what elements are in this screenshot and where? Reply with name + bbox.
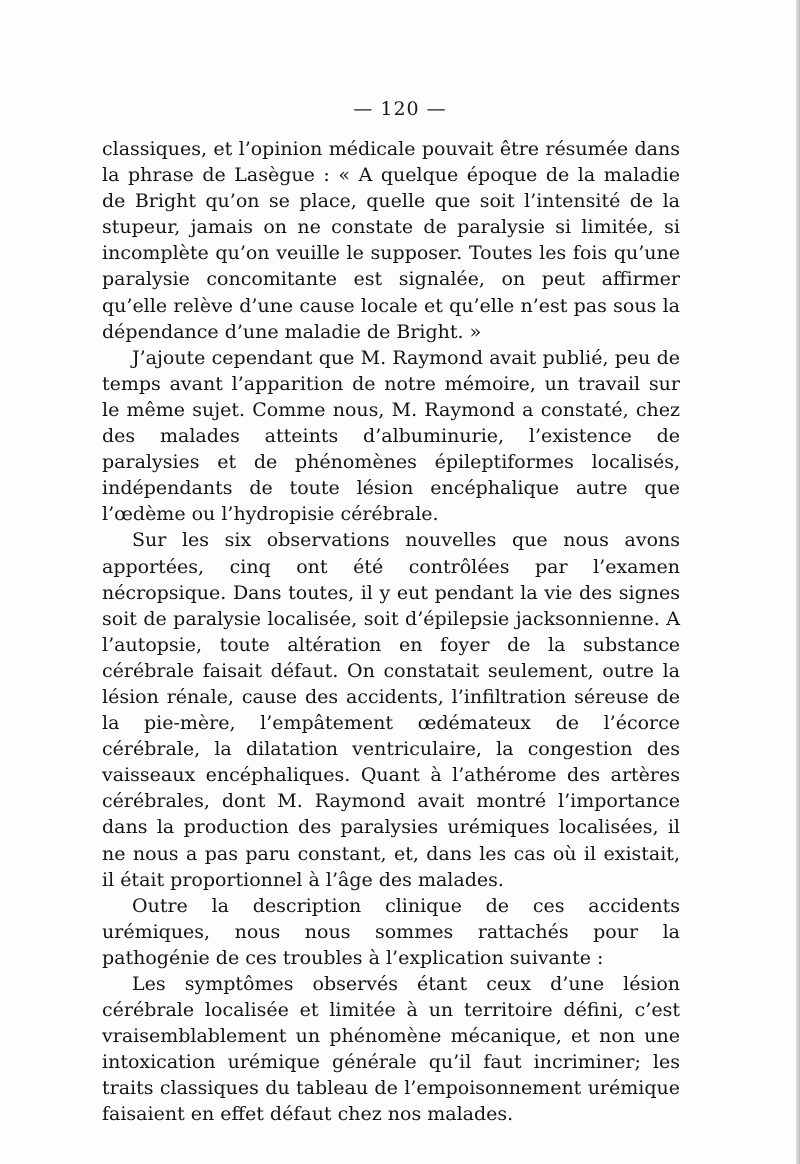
paragraph-observations: Sur les six observations nouvelles que nous avons apportées, cinq ont été contrôlées par l’examen nécropsique. Dans toutes, il y eut pendant la vie des signes soit de paralysie localisée, soit d’épilepsie jacksonnienne. A l’autopsie, toute altération en foyer de la substance cérébrale faisait défaut. On constatait seulement, outre la lésion rénale, cause des accidents, l’infiltration séreuse de la pie-mère, l’empâtement œdémateux de l’écorce cérébrale, la dilatation ventriculaire, la congestion des vaisseaux encéphaliques. Quant à l’athérome des artères cérébrales, dont M. Raymond avait montré l’importance dans la production des paralysies urémiques localisées, il ne nous a pas paru constant, et, dans les cas où il existait, il était proportionnel à l’âge des malades. [102, 529, 680, 891]
page-number: — 120 — [353, 98, 447, 120]
paragraph-symptomes: Les symptômes observés étant ceux d’une lésion cérébrale localisée et limitée à un territoire défini, c’est vraisemblablement un phénomène mécanique, et non une intoxication urémique générale qu’il faut incriminer; les traits classiques du tableau de l’empoisonnement urémique faisaient en effet défaut chez nos malades. [102, 973, 680, 1126]
paragraph-raymond: J’ajoute cependant que M. Raymond avait publié, peu de temps avant l’apparition de notre mémoire, un travail sur le même sujet. Comme nous, M. Raymond a constaté, chez des malades atteints d’albuminurie, l’existence de paralysies et de phénomènes épileptiformes localisés, indépendants de toute lésion encéphalique autre que l’œdème ou l’hydropisie cérébrale. [102, 346, 680, 526]
paragraph-continued: classiques, et l’opinion médicale pouvait être résumée dans la phrase de Lasègue : « A quelque époque de la maladie de Bright qu’on se place, quelle que soit l’intensité de la stupeur, jamais on ne constate de paralysie si limitée, si incomplète qu’on veuille le supposer. Toutes les fois qu’une paralysie concomitante est signalée, on peut affirmer qu’elle relève d’une cause locale et qu’elle n’est pas sous la dépendance d’une maladie de Bright. » [102, 138, 680, 343]
paragraph-pathogenie: Outre la description clinique de ces accidents urémiques, nous nous sommes rattachés pour la pathogénie de ces troubles à l’explication suivante : [102, 894, 680, 969]
scan-edge [796, 0, 800, 1164]
body-text [102, 136, 680, 1128]
